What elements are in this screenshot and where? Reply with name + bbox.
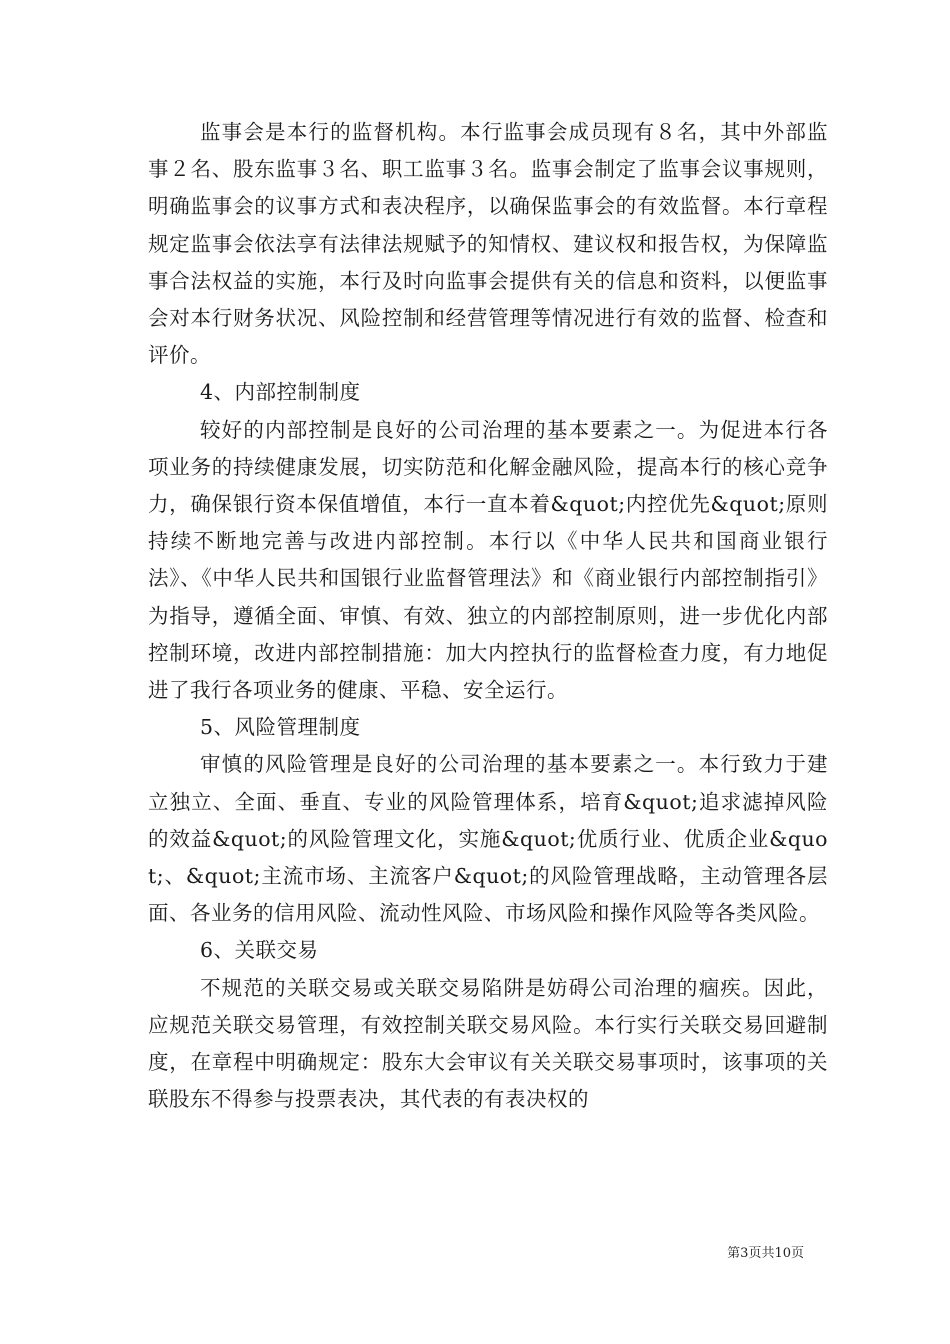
section-heading-internal-control: 4、内部控制制度 bbox=[200, 380, 361, 405]
paragraph-internal-control: 较好的内部控制是良好的公司治理的基本要素之一。为促进本行各项业务的持续健康发展，切实防范和化解金融风险，提高本行的核心竞争力，确保银行资本保值增值，本行一直本着&quot;内控优先&quot;原则持续不断地完善与改进内部控制。本行以《中华人民共和国商业银行法》、《中华人民共和国银行业监督管理法》和《商业银行内部控制指引》为指导，遵循全面、审慎、有效、独立的内部控制原则，进一步优化内部控制环境，改进内部控制措施：加大内控执行的监督检查力度，有力地促进了我行各项业务的健康、平稳、安全运行。 bbox=[148, 417, 828, 703]
paragraph-risk-management: 审慎的风险管理是良好的公司治理的基本要素之一。本行致力于建立独立、全面、垂直、专业的风险管理体系，培育&quot;追求滤掉风险的效益&quot;的风险管理文化，实施&quot;优质行业、优质企业&quot;、&quot;主流市场、主流客户&quot;的风险管理战略，主动管理各层面、各业务的信用风险、流动性风险、市场风险和操作风险等各类风险。 bbox=[148, 752, 828, 926]
paragraph-supervisory-board: 监事会是本行的监督机构。本行监事会成员现有８名，其中外部监事２名、股东监事３名、职工监事３名。监事会制定了监事会议事规则，明确监事会的议事方式和表决程序，以确保监事会的有效监督。本行章程规定监事会依法享有法律法规赋予的知情权、建议权和报告权，为保障监事合法权益的实施，本行及时向监事会提供有关的信息和资料，以便监事会对本行财务状况、风险控制和经营管理等情况进行有效的监督、检查和评价。 bbox=[148, 120, 828, 368]
document-body bbox=[148, 114, 828, 1118]
section-heading-related-transactions: 6、关联交易 bbox=[200, 938, 319, 963]
section-heading-risk-management: 5、风险管理制度 bbox=[200, 715, 361, 740]
page-number-footer: 第3页共10页 bbox=[727, 1246, 804, 1261]
paragraph-related-transactions: 不规范的关联交易或关联交易陷阱是妨碍公司治理的痼疾。因此，应规范关联交易管理，有效控制关联交易风险。本行实行关联交易回避制度，在章程中明确规定：股东大会审议有关关联交易事项时，该事项的关联股东不得参与投票表决，其代表的有表决权的 bbox=[148, 975, 828, 1112]
